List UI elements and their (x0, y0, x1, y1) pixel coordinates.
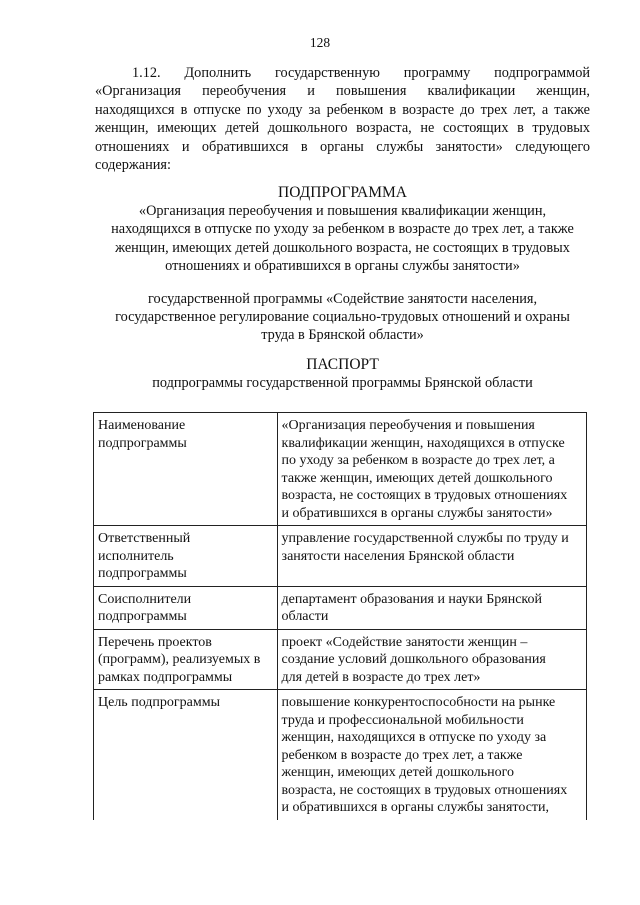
value-line: женщин, имеющих детей дошкольного (281, 765, 515, 780)
label-line: подпрограммы (98, 609, 187, 624)
value-line: для детей в возрасте до трех лет» (281, 669, 481, 685)
paragraph-line: отношениях и обратившихся в органы службы занятости» следующего (95, 138, 590, 155)
subprogram-name-line: отношениях и обратившихся в органы службы занятости» (165, 257, 520, 274)
row-label (94, 629, 278, 690)
passport-table (93, 412, 587, 820)
value-line: департамент образования и науки Брянской (281, 591, 542, 607)
paragraph-line: «Организация переобучения и повышения квалификации женщин, (95, 83, 590, 100)
label-line: исполнитель (98, 548, 174, 564)
passport-subheading: подпрограммы государственной программы Брянской области (152, 375, 533, 392)
paragraph-line: женщин, имеющих детей дошкольного возраста, не состоящих в трудовых (95, 120, 590, 137)
row-value (277, 586, 586, 629)
value-line: области (281, 609, 329, 624)
label-line: (программ), реализуемых в (98, 652, 261, 667)
value-line: ребенком в возрасте до трех лет, а также (281, 747, 523, 763)
subprogram-name-line: женщин, имеющих детей дошкольного возраста, не состоящих в трудовых (115, 239, 570, 256)
row-value (277, 413, 586, 526)
row-label (94, 690, 278, 820)
value-line: возраста, не состоящих в трудовых отношениях (281, 782, 568, 798)
state-program-line: государственной программы «Содействие занятости населения, (147, 291, 538, 307)
value-line: занятости населения Брянской области (281, 548, 515, 564)
paragraph-line: находящихся в отпуске по уходу за ребенком в возрасте до трех лет, а также (95, 101, 590, 118)
label-line: Соисполнители (98, 591, 192, 607)
label-line: подпрограммы (98, 435, 187, 451)
passport-title-block (90, 356, 595, 392)
table-row (94, 690, 587, 820)
value-line: «Организация переобучения и повышения (281, 418, 535, 433)
label-line: Цель подпрограммы (98, 695, 220, 710)
label-line: Наименование (98, 418, 186, 433)
state-program-line: государственное регулирование социально-трудовых отношений и охраны (115, 309, 570, 326)
state-program-line: труда в Брянской области» (261, 327, 424, 344)
value-line: также женщин, имеющих детей дошкольного (281, 470, 553, 486)
value-line: управление государственной службы по труду и (281, 531, 569, 546)
passport-heading: ПАСПОРТ (306, 356, 379, 373)
value-line: и обратившихся в органы службы занятости, (281, 800, 550, 815)
value-line: труда и профессиональной мобильности (281, 712, 524, 728)
value-line: по уходу за ребенком в возрасте до трех лет, а (281, 453, 555, 468)
amendment-paragraph (95, 64, 590, 174)
paragraph-line: 1.12. Дополнить государственную программу подпрограммой (132, 65, 590, 81)
value-line: женщин, находящихся в отпуске по уходу за (281, 730, 547, 745)
state-program-block (90, 290, 595, 345)
subprogram-title-block (90, 184, 595, 275)
subprogram-heading: ПОДПРОГРАММА (278, 184, 407, 201)
subprogram-name-line: «Организация переобучения и повышения квалификации женщин, (138, 203, 547, 220)
value-line: возраста, не состоящих в трудовых отношениях (281, 488, 568, 503)
subprogram-name-line: находящихся в отпуске по уходу за ребенком в возрасте до трех лет, а также (111, 221, 574, 238)
value-line: и обратившихся в органы службы занятости» (281, 505, 553, 521)
label-line: рамках подпрограммы (98, 669, 233, 685)
label-line: подпрограммы (98, 566, 187, 581)
value-line: квалификации женщин, находящихся в отпуске (281, 435, 565, 451)
label-line: Ответственный (98, 531, 191, 546)
table-row (94, 413, 587, 526)
page-number: 128 (309, 35, 331, 50)
value-line: проект «Содействие занятости женщин – (281, 634, 528, 650)
value-line: создание условий дошкольного образования (281, 652, 546, 667)
label-line: Перечень проектов (98, 634, 212, 650)
table-row (94, 586, 587, 629)
row-value (277, 629, 586, 690)
row-value (277, 690, 586, 820)
row-label (94, 413, 278, 526)
value-line: повышение конкурентоспособности на рынке (281, 695, 556, 710)
row-label (94, 586, 278, 629)
table-row (94, 526, 587, 587)
table-row (94, 629, 587, 690)
paragraph-line: содержания: (95, 157, 171, 174)
row-label (94, 526, 278, 587)
row-value (277, 526, 586, 587)
